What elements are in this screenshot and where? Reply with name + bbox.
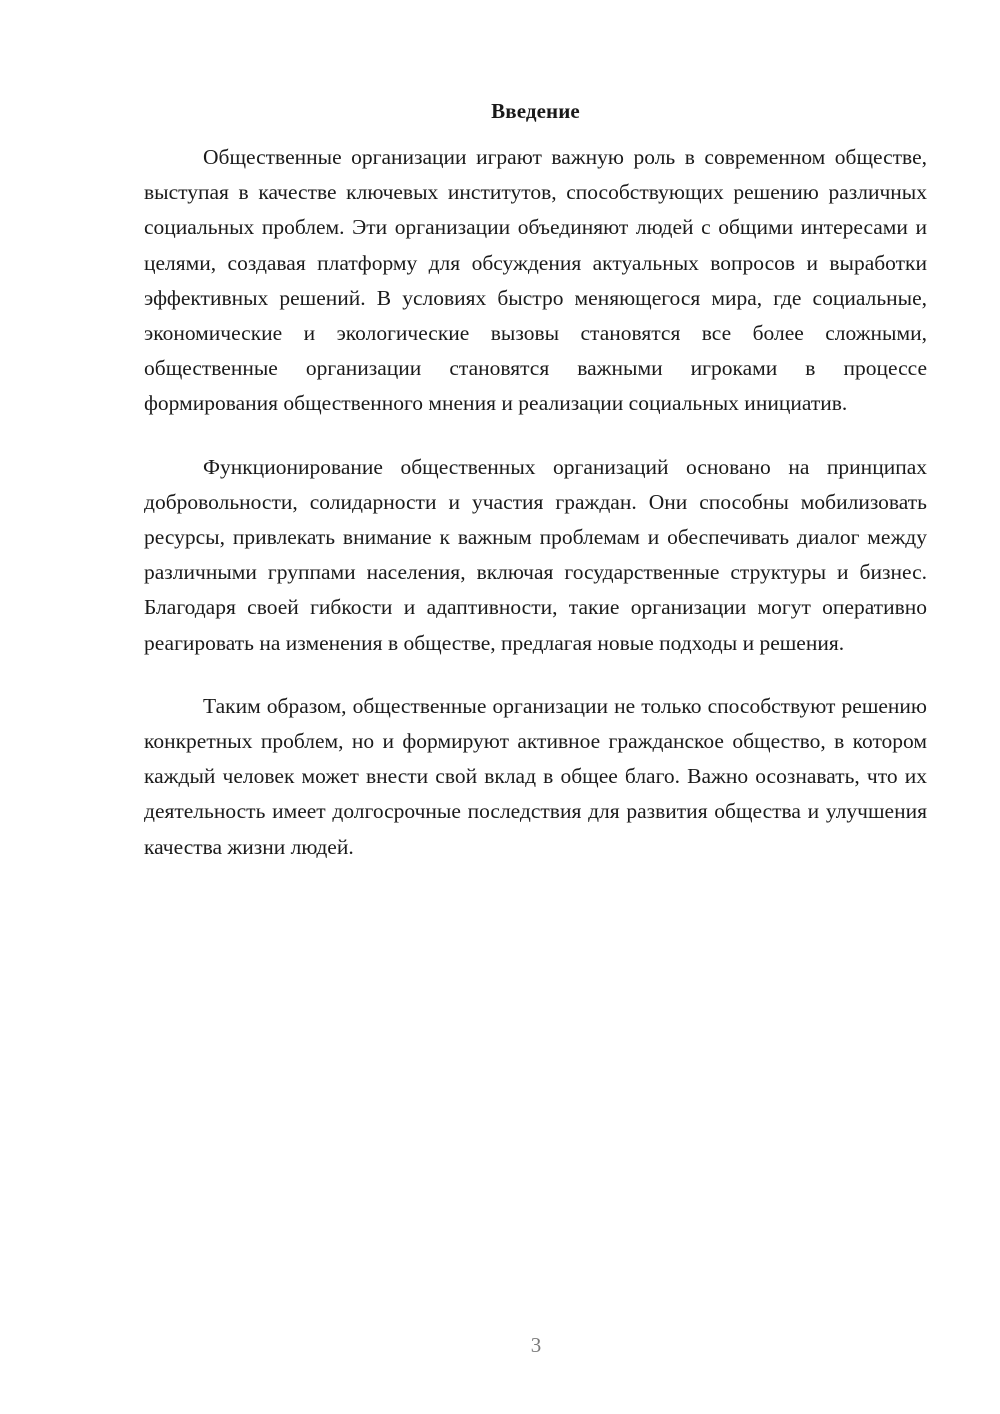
section-title: Введение xyxy=(491,99,580,123)
paragraph-2: Функционирование общественных организаций основано на принципах добровольности, солидарности и участия граждан. Они способны мобилизовать ресурсы, привлекать внимание к важным проблемам и обеспечивать диалог между различными группами населения, включая государственные структуры и бизнес. Благодаря своей гибкости и адаптивности, такие организации могут оперативно реагировать на изменения в обществе, предлагая новые подходы и решения. xyxy=(144,454,927,655)
paragraph-1: Общественные организации играют важную роль в современном обществе, выступая в качестве ключевых институтов, способствующих решению различных социальных проблем. Эти организации объединяют людей с общими интересами и целями, создавая платформу для обсуждения актуальных вопросов и выработки эффективных решений. В условиях быстро меняющегося мира, где социальные, экономические и экологические вызовы становятся все более сложными, общественные организации становятся важными игроками в процессе формирования общественного мнения и реализации социальных инициатив. xyxy=(144,145,927,416)
page-content xyxy=(144,96,927,893)
paragraph-3: Таким образом, общественные организации не только способствуют решению конкретных проблем, но и формируют активное гражданское общество, в котором каждый человек может внести свой вклад в общее благо. Важно осознавать, что их деятельность имеет долгосрочные последствия для развития общества и улучшения качества жизни людей. xyxy=(144,693,927,859)
page-number: 3 xyxy=(530,1333,542,1357)
